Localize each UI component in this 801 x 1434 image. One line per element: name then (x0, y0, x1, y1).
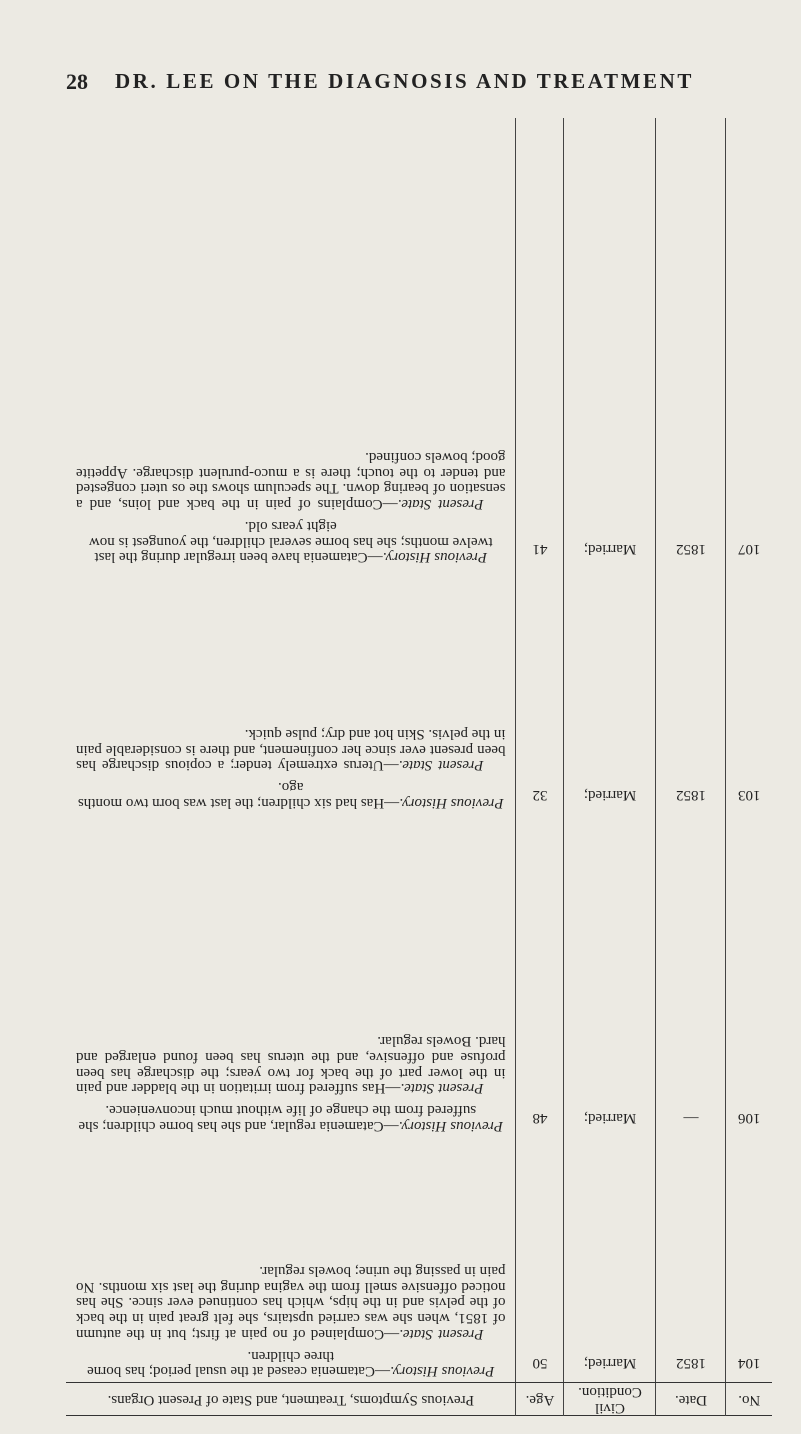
paragraph-text: —Complains of pain in the back and loins, and a sensation of bearing down. The speculum shows the os uteri congested and tender to the touch; there is a muco-purulent discharge. Appetite good; bowels confined. (76, 448, 506, 513)
history-heading (76, 517, 506, 564)
paragraph-lead: Present State. (400, 1080, 484, 1097)
header-date: Date. (656, 1383, 726, 1416)
case-date: — (656, 814, 726, 1137)
case-history (66, 118, 516, 568)
header-history: Previous Symptoms, Treatment, and State of Present Organs. (66, 1383, 516, 1416)
history-heading (76, 778, 506, 810)
case-age: 32 (516, 568, 564, 814)
header-no: No. (726, 1383, 772, 1416)
case-number: 107 (726, 118, 772, 568)
header-civil-condition: Civil Condition. (564, 1383, 656, 1416)
history-heading (76, 1101, 506, 1133)
paragraph-lead: Present State. (399, 1326, 484, 1342)
table-row (66, 1137, 772, 1383)
history-heading-lead: Previous History. (382, 549, 488, 566)
history-heading-text: —Has had six children; the last was born two months ago. (77, 779, 400, 811)
case-history (66, 568, 516, 814)
table-row (66, 568, 772, 814)
civil-condition: Married; (564, 568, 656, 814)
history-heading-text: —Catamenia regular, and she has borne children; she suffered from the change of life without much inconvenience. (78, 1102, 477, 1134)
header-age: Age. (516, 1383, 564, 1416)
case-number: 106 (726, 814, 772, 1137)
history-heading-text: —Catamenia have been irregular during the last twelve months; she has borne several children, the youngest is now eight years old. (88, 517, 493, 566)
case-table-container (66, 118, 772, 1416)
paragraph-text: —Complained of no pain at first; but in the autumn of 1851, when she was carried upstairs, she felt great pain in the back of the pelvis and in the hips, which has continued ever since. She has noticed offensive smell from the vagina during the last six months. No pain in passing the urine; bowels regular. (75, 1263, 506, 1342)
case-number: 103 (726, 568, 772, 814)
civil-condition: Married; (564, 1137, 656, 1383)
history-paragraph (76, 448, 506, 511)
civil-condition: Married; (564, 814, 656, 1137)
case-history (66, 1137, 516, 1383)
case-date: 1852 (656, 568, 726, 814)
table-body (66, 118, 772, 1383)
paragraph-lead: Present State. (397, 496, 484, 513)
page-number: 28 (66, 69, 88, 94)
history-paragraph (76, 725, 506, 772)
case-number: 104 (726, 1137, 772, 1383)
civil-condition: Married; (564, 118, 656, 568)
table-header-row (66, 1383, 772, 1416)
running-head: DR. LEE ON THE DIAGNOSIS AND TREATMENT (115, 69, 694, 93)
table-row (66, 814, 772, 1137)
paragraph-text: —Uterus extremely tender; a copious discharge has been present ever since her confinement, and there is considerable pain in the pelvis. Skin hot and dry; pulse quick. (76, 725, 506, 774)
case-age: 50 (516, 1137, 564, 1383)
history-paragraph (76, 1032, 506, 1095)
case-history (66, 814, 516, 1137)
history-heading-lead: Previous History. (389, 1363, 495, 1380)
history-paragraph (76, 1262, 506, 1341)
paragraph-text: —Has suffered from irritation in the bladder and pain in the lower part of the back for two years; the discharge has been profuse and offensive, and the uterus has been found enlarged and hard. Bowels regular. (76, 1033, 506, 1097)
case-age: 48 (516, 814, 564, 1137)
paragraph-lead: Present State. (398, 757, 484, 774)
table-row (66, 118, 772, 568)
case-date: 1852 (656, 1137, 726, 1383)
case-age: 41 (516, 118, 564, 568)
case-date: 1852 (656, 118, 726, 568)
history-heading-text: —Catamenia ceased at the usual period; has borne three children. (87, 1347, 390, 1380)
case-table (66, 118, 772, 1416)
history-heading-lead: Previous History. (399, 794, 504, 811)
history-heading-lead: Previous History. (398, 1117, 504, 1134)
history-heading (76, 1347, 506, 1379)
